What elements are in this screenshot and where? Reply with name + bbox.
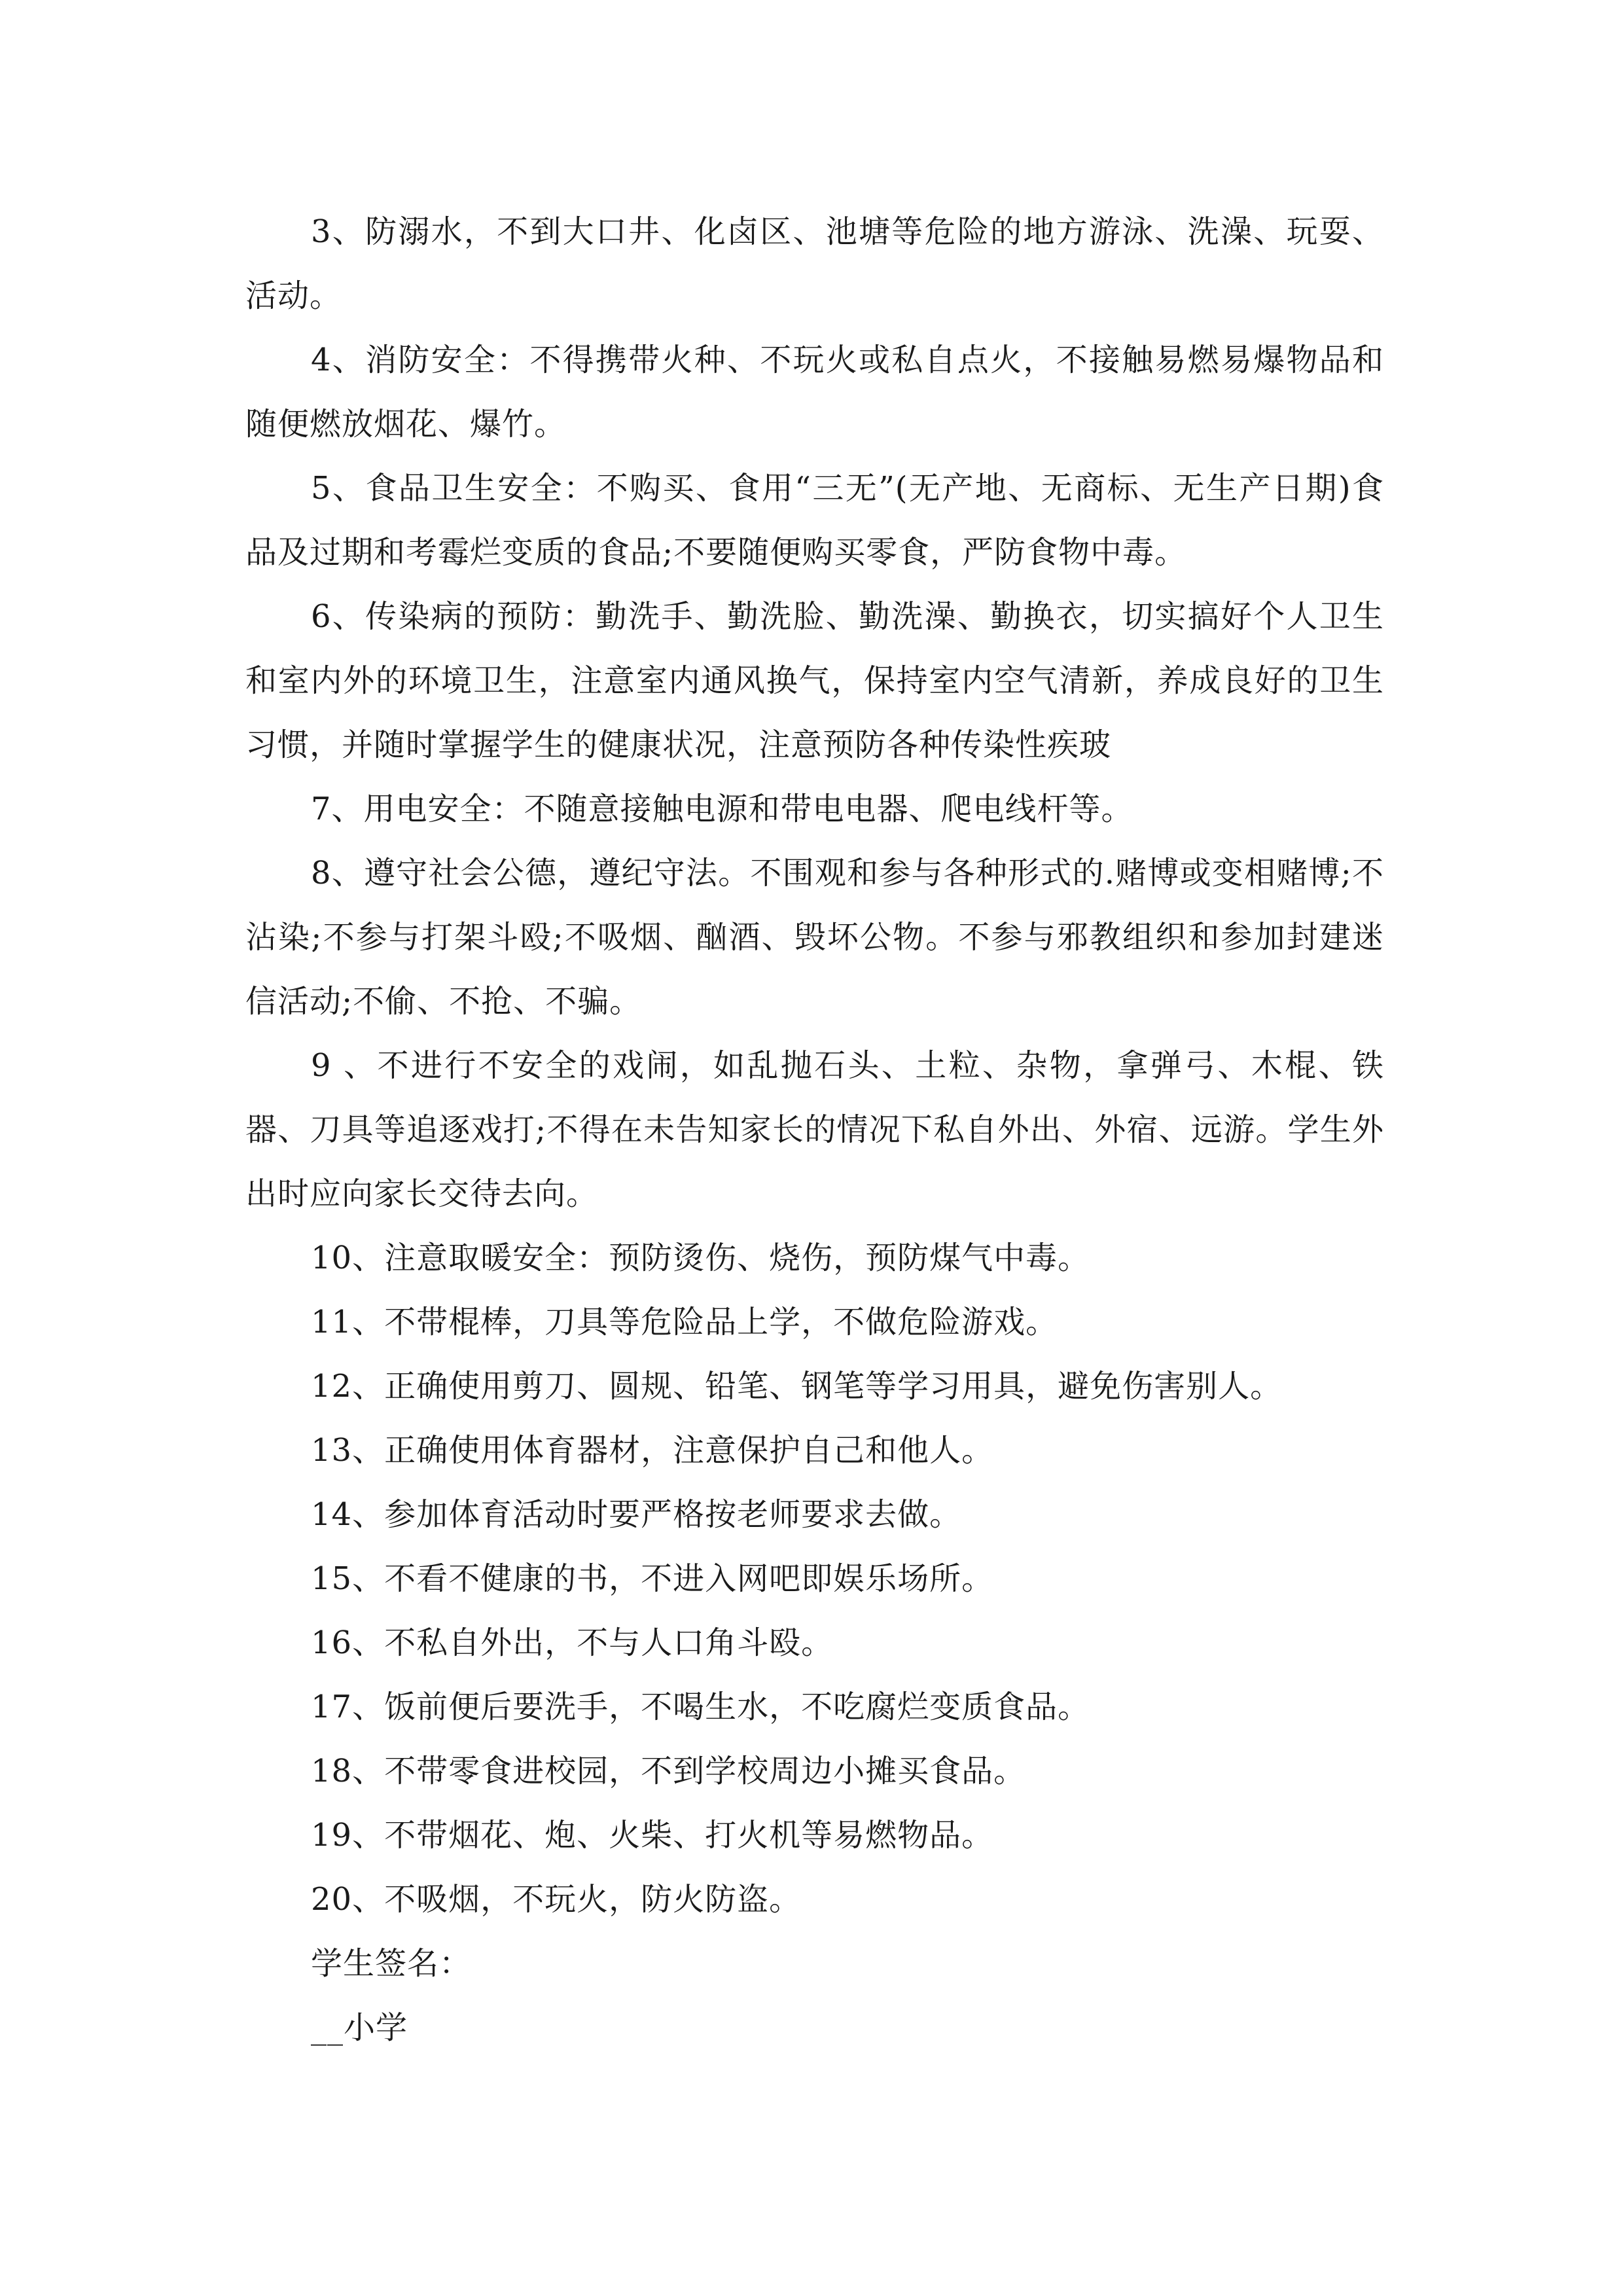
rule-item-19: 19、不带烟花、炮、火柴、打火机等易燃物品。 [311, 1817, 994, 1854]
student-signature-label: 学生签名： [311, 1945, 472, 1982]
rule-item-20: 20、不吸烟，不玩火，防火防盗。 [311, 1881, 802, 1918]
rule-item-7: 7、用电安全：不随意接触电源和带电电器、爬电线杆等。 [311, 791, 1133, 827]
rule-item-3: 3、防溺水，不到大口井、化卤区、池塘等危险的地方游泳、洗澡、玩耍、活动。 [245, 213, 1384, 314]
rule-item-16: 16、不私自外出，不与人口角斗殴。 [311, 1624, 834, 1661]
rule-item-13: 13、正确使用体育器材，注意保护自己和他人。 [311, 1432, 994, 1469]
rule-item-15: 15、不看不健康的书，不进入网吧即娱乐场所。 [311, 1560, 994, 1597]
rule-item-5: 5、食品卫生安全：不购买、食用“三无”(无产地、无商标、无生产日期)食品及过期和考霉烂变质的食品;不要随便购买零食，严防食物中毒。 [245, 470, 1384, 571]
rule-item-9: 9 、不进行不安全的戏闹，如乱抛石头、土粒、杂物，拿弹弓、木棍、铁器、刀具等追逐戏打;不得在未告知家长的情况下私自外出、外宿、远游。学生外出时应向家长交待去向。 [245, 1047, 1384, 1212]
rule-item-4: 4、消防安全：不得携带火种、不玩火或私自点火，不接触易燃易爆物品和随便燃放烟花、爆竹。 [245, 342, 1384, 442]
rule-item-11: 11、不带棍棒，刀具等危险品上学，不做危险游戏。 [311, 1304, 1058, 1340]
document-body [245, 200, 1384, 2060]
school-name-line: __小学 [311, 2009, 408, 2046]
rule-item-10: 10、注意取暖安全：预防烫伤、烧伤，预防煤气中毒。 [311, 1240, 1090, 1276]
rule-item-12: 12、正确使用剪刀、圆规、铅笔、钢笔等学习用具，避免伤害别人。 [311, 1368, 1283, 1405]
rule-item-17: 17、饭前便后要洗手，不喝生水，不吃腐烂变质食品。 [311, 1689, 1090, 1725]
rule-item-18: 18、不带零食进校园，不到学校周边小摊买食品。 [311, 1753, 1026, 1789]
rule-item-8: 8、遵守社会公德，遵纪守法。不围观和参与各种形式的.赌博或变相赌博;不沾染;不参与打架斗殴;不吸烟、酗酒、毁坏公物。不参与邪教组织和参加封建迷信活动;不偷、不抢、不骗。 [245, 855, 1384, 1020]
rule-item-6: 6、传染病的预防：勤洗手、勤洗脸、勤洗澡、勤换衣，切实搞好个人卫生和室内外的环境卫生，注意室内通风换气，保持室内空气清新，养成良好的卫生习惯，并随时掌握学生的健康状况，注意预防各种传染性疾玻 [245, 598, 1384, 763]
rule-item-14: 14、参加体育活动时要严格按老师要求去做。 [311, 1496, 962, 1533]
